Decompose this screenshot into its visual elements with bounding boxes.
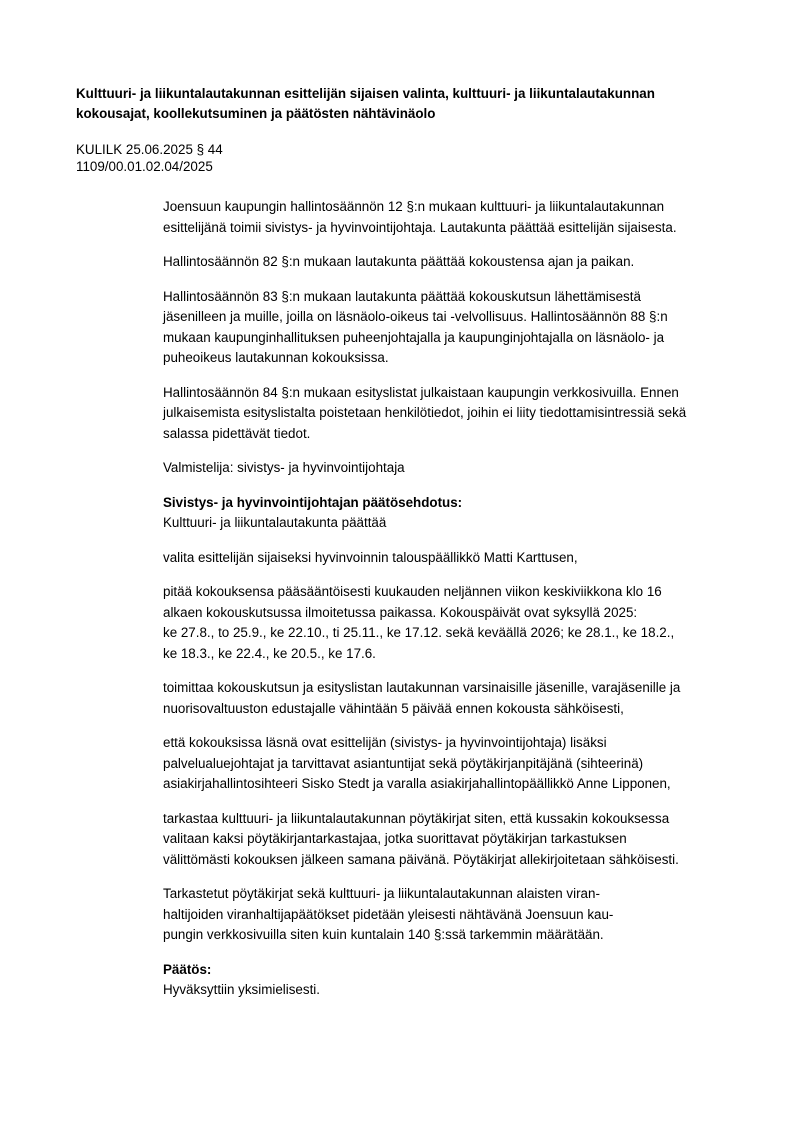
text-line: alkaen kokouskutsussa ilmoitetussa paikassa. Kokouspäivät ovat syksyllä 2025: [163, 604, 638, 620]
paragraph-kohta-lasnaolijat [163, 733, 723, 795]
text-line: Hyväksyttiin yksimielisesti. [163, 982, 320, 997]
text-line: Valmistelija: sivistys- ja hyvinvointijohtaja [163, 460, 405, 475]
text-line: toimittaa kokouskutsun ja esityslistan lautakunnan varsinaisille jäsenille, varajäsenille ja [163, 680, 681, 695]
text-line: julkaisemista esityslistalta poistetaan henkilötiedot, joihin ei liity tiedottamisintressiä sekä [163, 405, 687, 420]
paragraph-kohta-nahtavana [163, 884, 723, 946]
document-reference-block [76, 141, 223, 175]
text-line: nuorisovaltuuston edustajalle vähintään 5 päivää ennen kokousta sähköisesti, [163, 700, 624, 716]
paragraph-kohta-kokouskutsu [163, 678, 723, 719]
text-line: Kulttuuri- ja liikuntalautakunta päättää [163, 515, 387, 530]
paragraph-kohta-kokousajat [163, 582, 723, 664]
text-line: ke 18.3., ke 22.4., ke 20.5., ke 17.6. [163, 645, 376, 661]
text-line: asiakirjahallintosihteeri Sisko Stedt ja varalla asiakirjahallintopäällikkö Anne Lipponen, [163, 776, 671, 791]
text-line: Hallintosäännön 82 §:n mukaan lautakunta päättää kokoustensa ajan ja paikan. [163, 254, 635, 269]
paragraph-hallintosaanto-84 [163, 383, 723, 445]
text-line: Hallintosäännön 84 §:n mukaan esityslistat julkaistaan kaupungin verkkosivuilla. Ennen [163, 384, 679, 400]
reference-line: KULILK 25.06.2025 § 44 [76, 142, 223, 157]
text-line: valitaan kaksi pöytäkirjantarkastajaa, jotka suorittavat pöytäkirjan tarkastuksen [163, 831, 627, 846]
text-line: Tarkastetut pöytäkirjat sekä kulttuuri- ja liikuntalautakunnan alaisten viran- [163, 886, 600, 901]
reference-line: 1109/00.01.02.04/2025 [76, 159, 213, 174]
text-line: välittömästi kokouksen jälkeen samana päivänä. Pöytäkirjat allekirjoitetaan sähköisesti. [163, 851, 679, 867]
paragraph-hallintosaanto-12 [163, 197, 723, 238]
text-line: puheoikeus lautakunnan kokouksissa. [163, 350, 389, 365]
text-line: haltijoiden viranhaltijapäätökset pidetään yleisesti nähtävänä Joensuun kau- [163, 906, 614, 922]
text-line: ke 27.8., to 25.9., ke 22.10., ti 25.11., ke 17.12. sekä keväällä 2026; ke 28.1., ke 18.2., [163, 625, 675, 640]
paragraph-hallintosaanto-83-88 [163, 287, 723, 369]
title-line: kokousajat, koollekutsuminen ja päätösten nähtävinäolo [76, 106, 436, 121]
paragraph-kohta-poytakirjat [163, 809, 723, 871]
text-line: palvelualuejohtajat ja tarvittavat asiantuntijat sekä pöytäkirjanpitäjänä (sihteerinä) [163, 755, 644, 771]
paragraph-hallintosaanto-82 [163, 252, 723, 273]
text-line: valita esittelijän sijaiseksi hyvinvoinnin talouspäällikkö Matti Karttusen, [163, 549, 578, 565]
title-line: Kulttuuri- ja liikuntalautakunnan esittelijän sijaisen valinta, kulttuuri- ja liikuntalautakunnan [76, 86, 655, 101]
text-line: tarkastaa kulttuuri- ja liikuntalautakunnan pöytäkirjat siten, että kussakin kokouksessa [163, 810, 670, 826]
paragraph-valmistelija [163, 458, 723, 479]
text-line: esittelijänä toimii sivistys- ja hyvinvointijohtaja. Lautakunta päättää esittelijän sijaisesta. [163, 219, 677, 235]
text-line: pitää kokouksensa pääsääntöisesti kuukauden neljännen viikon keskiviikkona klo 16 [163, 584, 662, 599]
document-title [76, 84, 655, 124]
text-line: salassa pidettävät tiedot. [163, 425, 311, 441]
paragraph-kohta-valita [163, 548, 723, 569]
text-line: Sivistys- ja hyvinvointijohtajan päätösehdotus: [163, 494, 463, 510]
text-line: mukaan kaupunginhallituksen puheenjohtajalla ja kaupunginjohtajalla on läsnäolo- ja [163, 329, 665, 345]
text-line: Päätös: [163, 961, 212, 977]
paragraph-paatos [163, 960, 723, 1001]
text-line: että kokouksissa läsnä ovat esittelijän (sivistys- ja hyvinvointijohtaja) lisäksi [163, 735, 607, 750]
document-body [163, 197, 723, 1015]
text-line: jäsenilleen ja muille, joilla on läsnäolo-oikeus tai -velvollisuus. Hallintosäännön 88 §:n [163, 309, 668, 324]
paragraph-paatosehdotus [163, 493, 723, 534]
text-line: Hallintosäännön 83 §:n mukaan lautakunta päättää kokouskutsun lähettämisestä [163, 288, 641, 304]
text-line: pungin verkkosivuilla siten kuin kuntalain 140 §:ssä tarkemmin määrätään. [163, 927, 604, 942]
text-line: Joensuun kaupungin hallintosäännön 12 §:n mukaan kulttuuri- ja liikuntalautakunnan [163, 199, 665, 214]
